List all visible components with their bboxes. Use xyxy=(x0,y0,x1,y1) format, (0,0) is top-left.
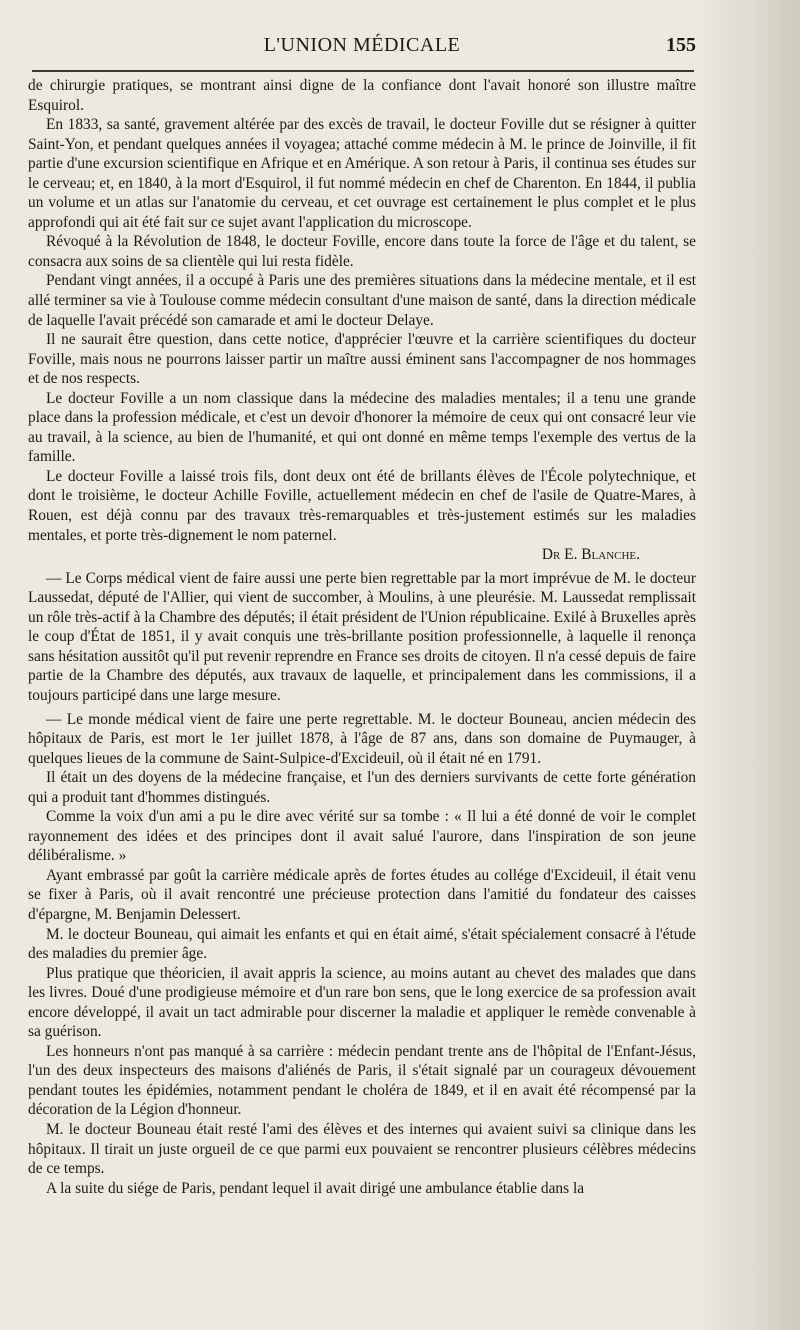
paragraph: Comme la voix d'un ami a pu le dire avec vérité sur sa tombe : « Il lui a été donné de voir le complet rayonnement des idées et des principes dont il avait salué l'aurore, dans l'inspiration de son jeune délibéralisme. » xyxy=(28,808,696,865)
paragraph: Pendant vingt années, il a occupé à Paris une des premières situations dans la médecine mentale, et il est allé terminer sa vie à Toulouse comme médecin consultant d'une maison de santé, dans la direction médicale de laquelle l'avait précédé son camarade et ami le docteur Delaye. xyxy=(28,272,696,329)
page-number: 155 xyxy=(666,34,696,56)
paragraph: de chirurgie pratiques, se montrant ainsi digne de la confiance dont l'avait honoré son illustre maître Esquirol. xyxy=(28,77,696,114)
paragraph: En 1833, sa santé, gravement altérée par des excès de travail, le docteur Foville dut se résigner à quitter Saint-Yon, et pendant quelques années il voyagea; attaché comme médecin à M. le prince de Joinville, il fit partie d'une excursion scientifique en Afrique et en Amérique. A son retour à Paris, il continua ses études sur le cerveau; et, en 1840, à la mort d'Esquirol, il fut nommé médecin en chef de Charenton. En 1844, il publia un volume et un atlas sur l'anatomie du cerveau, et cet ouvrage est certainement le plus complet et le plus approfondi qui ait été fait sur ce sujet avant l'application du microscope. xyxy=(28,116,696,231)
paragraph: Ayant embrassé par goût la carrière médicale après de fortes études au collége d'Excideuil, il était venu se fixer à Paris, où il avait rencontré une précieuse protection dans l'amitié du fondateur des caisses d'épargne, M. Benjamin Delessert. xyxy=(28,866,696,923)
paragraph: — Le Corps médical vient de faire aussi une perte bien regrettable par la mort imprévue de M. le docteur Laussedat, député de l'Allier, qui vient de succomber, à Moulins, à une pleurésie. M. Laussedat remplissait un rôle très-actif à la Chambre des députés; il était président de l'Union républicaine. Exilé à Bruxelles après le coup d'État de 1851, il y avait conquis une très-brillante position professionnelle, à laquelle il renonça sans hésitation aussitôt qu'il put revenir reprendre en France ses droits de citoyen. Il n'a cessé depuis de faire partie de la Chambre des députés, aux travaux de laquelle, et principalement dans les commissions, il a toujours participé dans une large mesure. xyxy=(28,569,696,704)
paragraph: A la suite du siége de Paris, pendant lequel il avait dirigé une ambulance établie dans la xyxy=(46,1179,585,1197)
paragraph: Le docteur Foville a un nom classique dans la médecine des maladies mentales; il a tenu une grande place dans la profession médicale, et c'est un devoir d'honorer la mémoire de ceux qui ont consacré leur vie au travail, à la science, au bien de l'humanité, et qui ont donné en même temps l'exemple des vertus de la famille. xyxy=(28,389,696,466)
paragraph: Il était un des doyens de la médecine française, et l'un des derniers survivants de cette forte génération qui a produit tant d'hommes distingués. xyxy=(28,769,696,806)
article-body xyxy=(28,76,696,1198)
paragraph: Plus pratique que théoricien, il avait appris la science, au moins autant au chevet des malades que dans les livres. Doué d'une prodigieuse mémoire et d'un rare bon sens, que le long exercice de sa profession avait encore développé, il avait un tact admirable pour discerner la maladie et appliquer le remède convenable à sa guérison. xyxy=(28,964,696,1041)
page-edge-shadow xyxy=(700,0,800,1330)
paragraph: M. le docteur Bouneau était resté l'ami des élèves et des internes qui avaient suivi sa clinique dans les hôpitaux. Il tirait un juste orgueil de ce que parmi eux pouvaient se rencontrer plusieurs célèbres médecins de ce temps. xyxy=(28,1120,696,1178)
running-header xyxy=(32,34,696,62)
paragraph: — Le monde médical vient de faire une perte regrettable. M. le docteur Bouneau, ancien médecin des hôpitaux de Paris, est mort le 1er juillet 1878, à l'âge de 87 ans, dans son domaine de Puymauger, à quelques lieues de la commune de Saint-Sulpice-d'Excideuil, où il était né en 1791. xyxy=(28,710,696,767)
paragraph: M. le docteur Bouneau, qui aimait les enfants et qui en était aimé, s'était spécialement consacré à l'étude des maladies du premier âge. xyxy=(28,925,696,963)
signature: Dr E. Blanche. xyxy=(541,546,640,564)
paragraph: Les honneurs n'ont pas manqué à sa carrière : médecin pendant trente ans de l'hôpital de l'Enfant-Jésus, l'un des deux inspecteurs des maisons d'aliénés de Paris, il s'était signalé par un courageux dévouement pendant toutes les épidémies, notamment pendant le choléra de 1849, et il en avait été récompensé par la décoration de la Légion d'honneur. xyxy=(28,1042,696,1119)
header-rule xyxy=(32,70,694,72)
journal-title: L'UNION MÉDICALE xyxy=(263,34,461,56)
paragraph: Le docteur Foville a laissé trois fils, dont deux ont été de brillants élèves de l'École polytechnique, et dont le troisième, le docteur Achille Foville, actuellement médecin en chef de l'asile de Quatre-Mares, à Rouen, est déjà connu par des travaux très-remarquables et très-justement estimés sur les maladies mentales, et porte très-dignement le nom paternel. xyxy=(28,467,696,544)
paragraph: Révoqué à la Révolution de 1848, le docteur Foville, encore dans toute la force de l'âge et du talent, se consacra aux soins de sa clientèle qui lui resta fidèle. xyxy=(28,233,696,270)
paragraph: Il ne saurait être question, dans cette notice, d'apprécier l'œuvre et la carrière scientifiques du docteur Foville, mais nous ne pourrons laisser partir un maître aussi éminent sans l'accompagner de nos hommages et de nos respects. xyxy=(28,331,696,388)
